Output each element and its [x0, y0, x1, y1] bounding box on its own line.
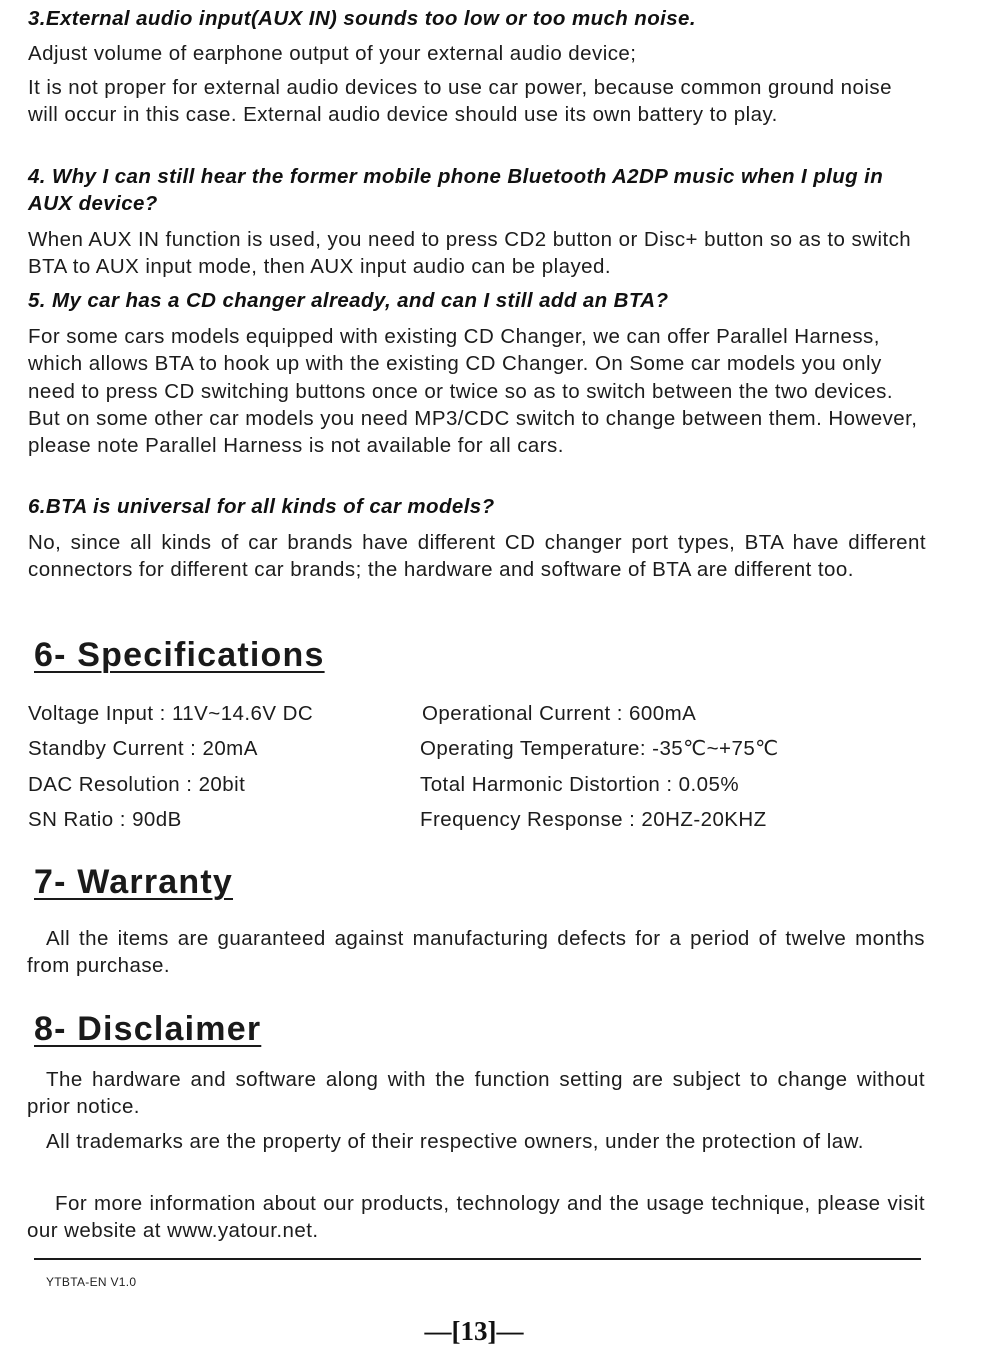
- spec-operational-current: Operational Current : 600mA: [422, 702, 697, 725]
- disclaimer-paragraph-1: The hardware and software along with the function setting are subject to change without prior notice.: [27, 1068, 925, 1119]
- faq-question-4: 4. Why I can still hear the former mobile phone Bluetooth A2DP music when I plug in AUX device?: [28, 165, 884, 215]
- page-number: —[13]—: [424, 1316, 524, 1346]
- spec-standby-current: Standby Current : 20mA: [28, 737, 258, 760]
- spec-sn-ratio: SN Ratio : 90dB: [28, 808, 182, 831]
- faq-answer-4: When AUX IN function is used, you need to press CD2 button or Disc+ button so as to switch BTA to AUX input mode, then AUX input audio can be played.: [28, 228, 912, 279]
- faq-answer-3a: Adjust volume of earphone output of your external audio device;: [28, 42, 637, 65]
- spec-dac-resolution: DAC Resolution : 20bit: [28, 773, 246, 796]
- disclaimer-paragraph-2: All trademarks are the property of their respective owners, under the protection of law.: [46, 1130, 864, 1153]
- disclaimer-paragraph-3: For more information about our products, technology and the usage technique, please visit our website at www.yatour.net.: [27, 1192, 925, 1243]
- faq-answer-5: For some cars models equipped with existing CD Changer, we can offer Parallel Harness, which allows BTA to hook up with the existing CD Changer. On Some car models you only need to press CD switching buttons once or twice so as to switch between the two devices. But on some other car models you need MP3/CDC switch to change between them. However, please note Parallel Harness is not available for all cars.: [28, 325, 918, 458]
- spec-frequency-response: Frequency Response : 20HZ-20KHZ: [420, 808, 767, 831]
- document-version: YTBTA-EN V1.0: [46, 1275, 137, 1289]
- footer-divider: [34, 1258, 921, 1260]
- specifications-heading: 6- Specifications: [34, 636, 325, 674]
- faq-question-3: 3.External audio input(AUX IN) sounds too low or too much noise.: [28, 7, 696, 30]
- faq-answer-6: No, since all kinds of car brands have different CD changer port types, BTA have different connectors for different car brands; the hardware and software of BTA are different too.: [28, 531, 926, 582]
- spec-operating-temperature: Operating Temperature: -35℃~+75℃: [420, 737, 779, 760]
- warranty-text: All the items are guaranteed against manufacturing defects for a period of twelve months from purchase.: [27, 927, 925, 978]
- spec-voltage-input: Voltage Input : 11V~14.6V DC: [28, 702, 314, 725]
- disclaimer-heading: 8- Disclaimer: [34, 1010, 262, 1048]
- faq-question-6: 6.BTA is universal for all kinds of car models?: [28, 495, 495, 518]
- spec-total-harmonic-distortion: Total Harmonic Distortion : 0.05%: [420, 773, 740, 796]
- faq-question-5: 5. My car has a CD changer already, and can I still add an BTA?: [28, 289, 669, 312]
- warranty-heading: 7- Warranty: [34, 863, 233, 901]
- faq-answer-3b: It is not proper for external audio devices to use car power, because common ground noise will occur in this case. External audio device should use its own battery to play.: [28, 76, 892, 127]
